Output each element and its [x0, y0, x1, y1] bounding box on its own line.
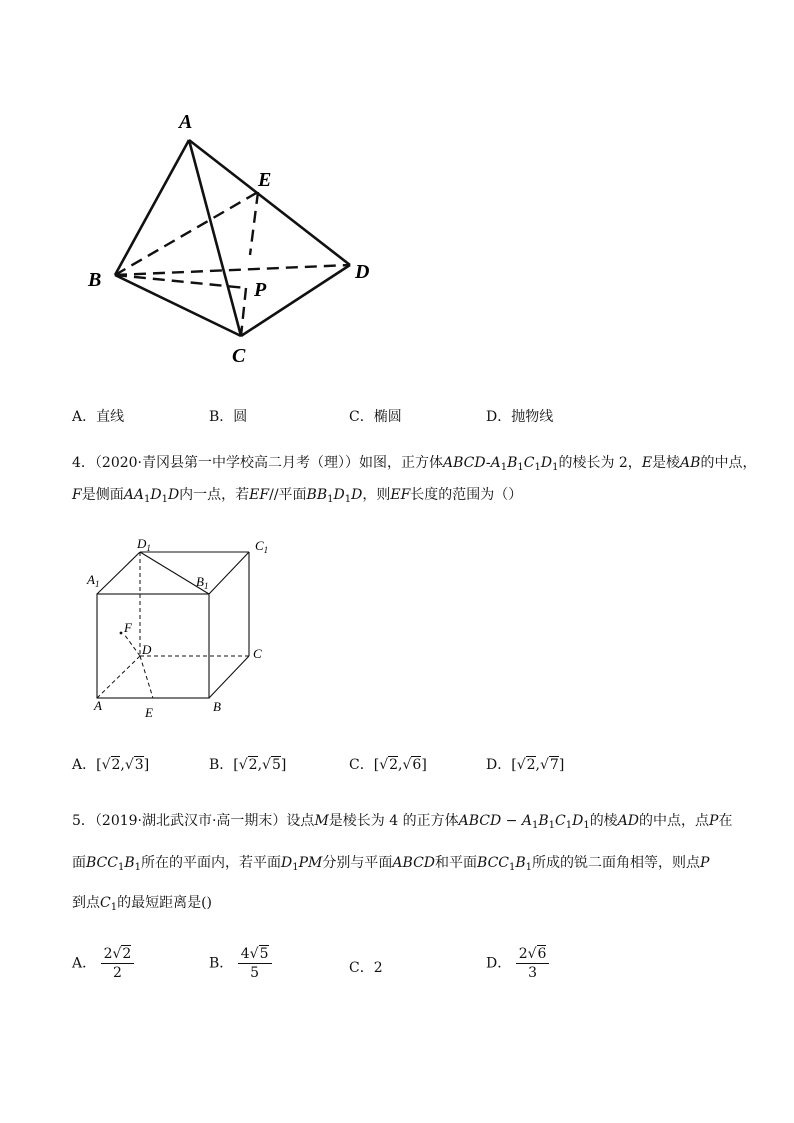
- q5-option-b[interactable]: B． $\frac{4√5}{5}$: [209, 946, 272, 981]
- cube-label-A1: $A_1$: [87, 572, 100, 589]
- q4-option-b[interactable]: B．[√2,√5]: [209, 757, 287, 773]
- fraction: $\frac{2√6}{3}$: [516, 946, 550, 981]
- q4-option-a[interactable]: A．[√2,√3]: [72, 757, 150, 773]
- fraction: $\frac{4√5}{5}$: [238, 946, 272, 981]
- q5-line-2: 面$BCC_1B_1$所在的平面内，若平面$D_1PM$分别与平面ABCD和平面$BCC_1B_1$所成的锐二面角相等，则点P: [72, 855, 710, 873]
- q5-option-c[interactable]: C．2: [349, 960, 383, 976]
- q4-option-c[interactable]: C．[√2,√6]: [349, 757, 427, 773]
- label-B: B: [88, 269, 102, 291]
- cube-label-F: F: [124, 620, 132, 635]
- q4-line-1: 4．（2020·青冈县第一中学校高二月考（理））如图，正方体ABCD-$A_1B_1C_1D_1$的棱长为 2，E是棱AB的中点，: [72, 455, 757, 473]
- cube-label-B1: $B_1$: [196, 574, 209, 591]
- q4-option-d[interactable]: D．[√2,√7]: [486, 757, 565, 773]
- q3-option-c[interactable]: C．椭圆: [349, 409, 402, 425]
- q4-line-2: F是侧面$AA_1D_1D$内一点，若EF//平面$BB_1D_1D$，则EF长度的范围为（）: [72, 487, 523, 505]
- cube-label-A: A: [94, 698, 102, 713]
- cube-label-B: B: [213, 699, 221, 714]
- cube-label-C: C: [253, 646, 262, 661]
- label-P: P: [254, 279, 267, 301]
- q5-option-d[interactable]: D． $\frac{2√6}{3}$: [486, 946, 549, 981]
- label-E: E: [258, 169, 272, 191]
- q3-option-a[interactable]: A．直线: [72, 409, 125, 425]
- tetrahedron-figure: [80, 100, 400, 380]
- label-C: C: [232, 345, 246, 367]
- label-A: A: [179, 111, 193, 133]
- q5-line-3: 到点$C_1$的最短距离是(): [72, 895, 213, 913]
- cube-figure: [80, 530, 280, 725]
- cube-label-D: D: [142, 642, 152, 657]
- q5-line-1: 5．（2019·湖北武汉市·高一期末）设点M是棱长为 4 的正方体ABCD − $A_1B_1C_1D_1$的棱AD的中点，点P在: [72, 813, 733, 831]
- cube-label-D1: $D_1$: [137, 536, 151, 553]
- q3-option-d[interactable]: D．抛物线: [486, 409, 554, 425]
- q5-option-a[interactable]: A． $\frac{2√2}{2}$: [72, 946, 134, 981]
- fraction: $\frac{2√2}{2}$: [101, 946, 135, 981]
- cube-label-C1: $C_1$: [255, 538, 269, 555]
- label-D: D: [355, 261, 370, 283]
- q3-option-b[interactable]: B．圆: [209, 409, 248, 425]
- cube-label-E: E: [145, 705, 153, 720]
